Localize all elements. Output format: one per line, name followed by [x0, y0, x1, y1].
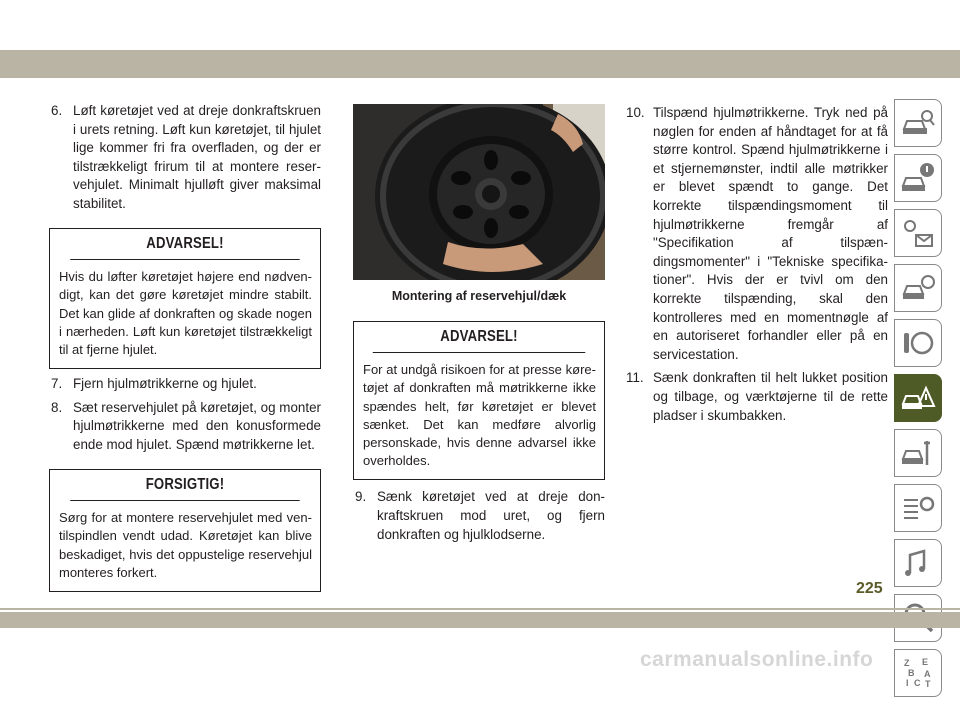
warning-title: ADVARSEL! — [70, 229, 300, 261]
multimedia-icon — [900, 545, 936, 581]
step-number: 7. — [51, 376, 63, 392]
warning-box — [353, 321, 605, 481]
warning-text: For at undgå risikoen for at presse køretøjet af donkraften må møtrikkerne ikke spændes helt, før køretøjet er blevet sænket. Det kan medføre alvorlig personskade, hvis denne advarsel ikke overholdes. — [363, 362, 596, 469]
tab-warning-lights[interactable] — [894, 209, 942, 257]
column-right — [624, 104, 888, 430]
caution-box — [49, 469, 321, 592]
svg-text:B: B — [908, 668, 915, 678]
step-9 — [353, 488, 605, 544]
step-7 — [49, 375, 321, 394]
step-10 — [624, 104, 888, 364]
step-text: Tilspænd hjulmøtrikkerne. Tryk ned på nøglen for enden af håndtaget for at få større kontrol. Spænd hjulmøtrikkerne i et stjernemønster, indtil alle møtrikker er blevet spændt to gange. Det korrekte tilspændingsmoment til hjulmøtrikkerne fremgår af "Specifikation af tilspændingsmomenter" i "Tekniske specifikationer". Hvis der er tvivl om den korrekte tilspænding, skal den kontrolleres med en momentnøgle af en autoriseret forhandler eller på en servicestation. — [653, 105, 888, 362]
step-number: 8. — [51, 399, 63, 415]
svg-text:A: A — [924, 669, 931, 679]
step-text: Sænk køretøjet ved at dreje donkraftskruen mod uret, og fjern donkraften og hjulklodserne. — [377, 489, 605, 542]
bottom-band — [0, 612, 960, 628]
tab-specifications[interactable] — [894, 484, 942, 532]
svg-text:T: T — [925, 679, 931, 689]
photo-caption: Montering af reservehjul/dæk — [391, 289, 567, 303]
starting-operating-icon — [900, 325, 936, 361]
column-middle — [353, 104, 605, 549]
step-text: Sæt reservehjulet på køretøjet, og monter hjulmøtrikkerne med den konusformede ende mod hjulet. Spænd møtrikkerne let. — [73, 399, 321, 452]
svg-text:I: I — [906, 678, 909, 688]
step-8 — [49, 399, 321, 455]
svg-text:Z: Z — [904, 658, 910, 668]
alphabet-index-icon — [900, 655, 936, 691]
tab-servicing[interactable] — [894, 429, 942, 477]
watermark: carmanualsonline.info — [640, 648, 874, 671]
warning-text: Hvis du løfter køretøjet højere end nødvendigt, kan det gøre køretøjet mindre stabilt. Det kan glide af donkraften og skade nogen i nærheden. Løft kun køretøjet tilstrækkeligt til at fjerne hjulet. — [59, 269, 312, 357]
step-text: Fjern hjulmøtrikkerne og hjulet. — [73, 376, 257, 392]
step-text: Løft køretøjet ved at dreje donkraftskruen i urets retning. Løft kun køretøjet, til hjulet lige kommer fri fra overfladen, og der er tilstrækkeligt frirum til at montere reservehjulet. Minimalt hjulløft giver maksimal stabilitet. — [73, 103, 321, 211]
step-number: 9. — [355, 489, 367, 505]
svg-text:E: E — [922, 657, 929, 667]
car-search-icon — [900, 105, 936, 141]
servicing-icon — [900, 435, 936, 471]
step-number: 6. — [51, 103, 63, 118]
tab-car-info[interactable] — [894, 154, 942, 202]
step-text: Sænk donkraften til helt lukket position og tilbage, og værktøjerne til de rette pladser i skumbakken. — [653, 370, 888, 423]
tab-multimedia[interactable] — [894, 539, 942, 587]
tab-starting-operating[interactable] — [894, 319, 942, 367]
top-band — [0, 50, 960, 78]
bottom-line — [0, 608, 960, 610]
safety-icon — [900, 270, 936, 306]
caution-text: Sørg for at montere reservehjulet med ventilspindlen vendt udad. Køretøjet kan blive beskadiget, hvis det oppustelige reservehjul monteres forkert. — [59, 510, 312, 580]
tab-car-search[interactable] — [894, 99, 942, 147]
specifications-icon — [900, 490, 936, 526]
caution-title: FORSIGTIG! — [70, 470, 300, 502]
svg-text:C: C — [914, 678, 921, 688]
page-number: 225 — [856, 580, 883, 597]
warning-box — [49, 228, 321, 370]
tab-emergency[interactable] — [894, 374, 942, 422]
step-number: 11. — [626, 370, 644, 386]
column-left — [49, 102, 321, 604]
spare-wheel-photo — [353, 104, 605, 280]
tab-alphabet-index[interactable] — [894, 649, 942, 697]
step-6 — [49, 102, 321, 214]
step-11 — [624, 369, 888, 425]
warning-title: ADVARSEL! — [373, 322, 586, 354]
step-number: 10. — [626, 105, 645, 120]
emergency-icon — [900, 380, 936, 416]
tire-illustration — [353, 104, 605, 280]
car-info-icon — [900, 160, 936, 196]
warning-lights-icon — [900, 215, 936, 251]
tab-safety[interactable] — [894, 264, 942, 312]
